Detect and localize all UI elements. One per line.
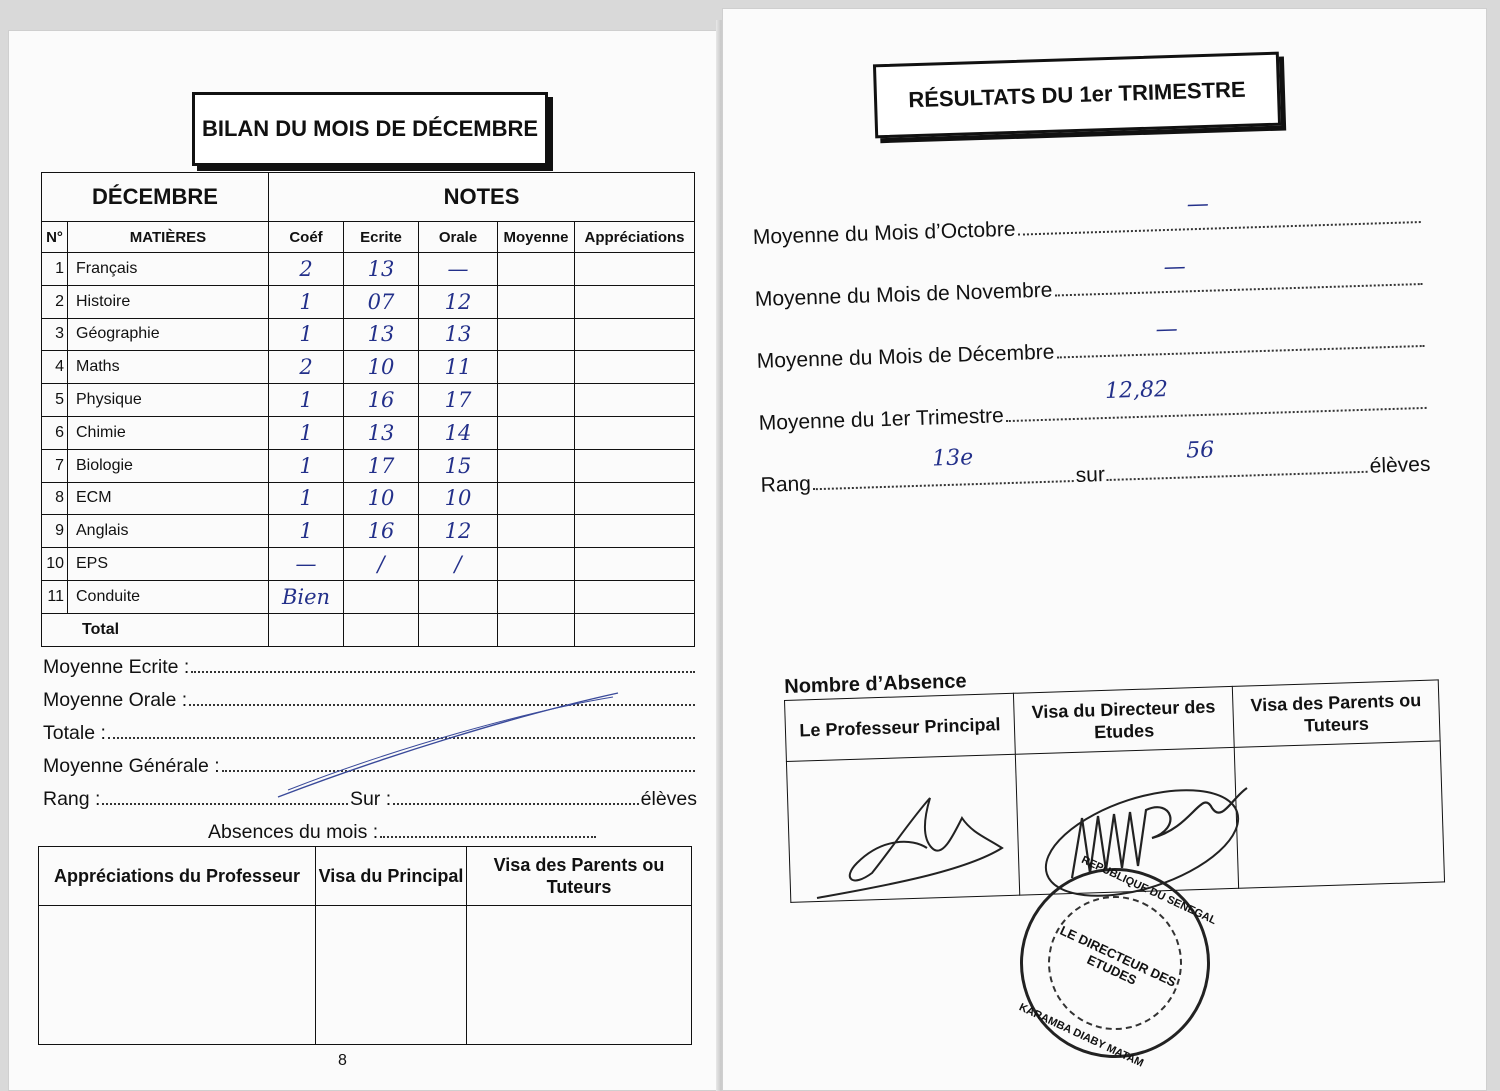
row-moyenne (498, 449, 575, 482)
row-ecrite: 13 (344, 416, 419, 449)
row-appreciation (575, 482, 695, 515)
row-appreciation (575, 416, 695, 449)
rang-trimestre-label: Rang (760, 472, 812, 497)
row-coef: Bien (269, 580, 344, 613)
totale-label: Totale : (43, 722, 106, 744)
table-row (42, 384, 695, 417)
row-appreciation (575, 548, 695, 581)
moy-trimestre-line (758, 377, 1428, 436)
notes-rows (42, 253, 695, 614)
rang-trimestre-value: 13e (931, 445, 974, 472)
row-coef: 1 (269, 318, 344, 351)
row-coef: 2 (269, 351, 344, 384)
moy-decembre-line (756, 316, 1426, 374)
visa-parents-left-cell (467, 906, 692, 1045)
row-coef: 1 (269, 285, 344, 318)
row-orale: 15 (419, 449, 498, 482)
row-appreciation (575, 449, 695, 482)
header-prof-principal: Le Professeur Principal (785, 693, 1016, 761)
row-appreciation (575, 253, 695, 286)
row-subject: ECM (68, 482, 269, 515)
moyenne-generale-label: Moyenne Générale : (43, 755, 220, 777)
col-ecrite: Ecrite (344, 222, 419, 253)
table-row (42, 580, 695, 613)
table-row (42, 416, 695, 449)
resultats-title: RÉSULTATS DU 1er TRIMESTRE (873, 52, 1281, 139)
moy-trimestre-value: 12,82 (1104, 377, 1169, 404)
bilan-title: BILAN DU MOIS DE DÉCEMBRE (192, 92, 548, 166)
row-subject: Biologie (68, 449, 269, 482)
moy-decembre-value: — (1155, 316, 1179, 343)
row-orale: 12 (419, 285, 498, 318)
stamp-ring-bottom: KARAMBA DIABY MATAM (1017, 1001, 1146, 1070)
row-ecrite: 17 (344, 449, 419, 482)
row-moyenne (498, 384, 575, 417)
left-page (8, 30, 720, 1091)
row-coef: 1 (269, 449, 344, 482)
prof-signature (812, 778, 1012, 908)
table-row (42, 548, 695, 581)
row-orale: 14 (419, 416, 498, 449)
row-appreciation (575, 580, 695, 613)
row-orale: 12 (419, 515, 498, 548)
moyenne-ecrite-line (43, 656, 697, 679)
row-number: 9 (42, 515, 68, 548)
row-coef: 1 (269, 416, 344, 449)
row-moyenne (498, 515, 575, 548)
row-moyenne (498, 580, 575, 613)
moy-octobre-value: — (1186, 191, 1210, 218)
row-moyenne (498, 253, 575, 286)
row-appreciation (575, 384, 695, 417)
total-label: Total (42, 613, 269, 646)
col-moyenne: Moyenne (498, 222, 575, 253)
row-coef: 1 (269, 384, 344, 417)
header-visa-directeur: Visa du Directeur des Etudes (1013, 686, 1234, 754)
header-visa-parents-right: Visa des Parents ou Tuteurs (1232, 680, 1440, 747)
row-coef: 1 (269, 482, 344, 515)
row-number: 8 (42, 482, 68, 515)
row-orale: 17 (419, 384, 498, 417)
row-subject: Histoire (68, 285, 269, 318)
row-orale: 11 (419, 351, 498, 384)
row-appreciation (575, 351, 695, 384)
moy-octobre-line (752, 191, 1423, 250)
row-number: 10 (42, 548, 68, 581)
row-number: 5 (42, 384, 68, 417)
header-visa-parents-left: Visa des Parents ou Tuteurs (467, 847, 692, 906)
moy-novembre-value: — (1163, 254, 1187, 281)
row-number: 6 (42, 416, 68, 449)
stamp-ring-top: REPUBLIQUE DU SENEGAL (1079, 853, 1219, 928)
row-moyenne (498, 318, 575, 351)
table-row (42, 285, 695, 318)
strike-line (268, 685, 628, 805)
total-row (42, 613, 695, 646)
row-moyenne (498, 351, 575, 384)
table-row (42, 351, 695, 384)
row-coef: — (269, 548, 344, 581)
row-ecrite: 13 (344, 253, 419, 286)
table-row (42, 253, 695, 286)
row-orale: — (419, 253, 498, 286)
row-subject: Anglais (68, 515, 269, 548)
row-moyenne (498, 482, 575, 515)
row-appreciation (575, 285, 695, 318)
right-page (722, 8, 1487, 1091)
row-ecrite: 16 (344, 384, 419, 417)
row-number: 11 (42, 580, 68, 613)
row-coef: 1 (269, 515, 344, 548)
row-ecrite (344, 580, 419, 613)
row-subject: Conduite (68, 580, 269, 613)
row-ecrite: 16 (344, 515, 419, 548)
row-moyenne (498, 416, 575, 449)
stamp-center-text: LE DIRECTEUR DES ETUDES (1057, 922, 1179, 990)
row-number: 4 (42, 351, 68, 384)
trimestre-results (752, 186, 1452, 497)
signature-table-left (38, 846, 692, 1045)
notes-header: NOTES (269, 173, 695, 222)
header-visa-principal: Visa du Principal (316, 847, 467, 906)
row-subject: Chimie (68, 416, 269, 449)
row-subject: Physique (68, 384, 269, 417)
absences-label: Absences du mois : (208, 821, 379, 843)
row-number: 7 (42, 449, 68, 482)
absences-line (208, 821, 598, 844)
eleves-label: élèves (640, 788, 698, 810)
moy-decembre-label: Moyenne du Mois de Décembre (756, 340, 1055, 373)
month-header: DÉCEMBRE (42, 173, 269, 222)
moy-novembre-line (754, 254, 1425, 312)
moy-octobre-label: Moyenne du Mois d’Octobre (752, 217, 1016, 249)
row-orale: / (419, 548, 498, 581)
col-coef: Coéf (269, 222, 344, 253)
row-subject: Géographie (68, 318, 269, 351)
sur-trimestre-label: sur (1075, 463, 1106, 487)
row-subject: Français (68, 253, 269, 286)
table-row (42, 449, 695, 482)
row-coef: 2 (269, 253, 344, 286)
row-moyenne (498, 285, 575, 318)
notes-table (41, 172, 695, 647)
table-row (42, 515, 695, 548)
row-ecrite: 13 (344, 318, 419, 351)
row-orale: 10 (419, 482, 498, 515)
header-appreciations-prof: Appréciations du Professeur (39, 847, 316, 906)
row-ecrite: 10 (344, 482, 419, 515)
row-orale: 13 (419, 318, 498, 351)
row-orale (419, 580, 498, 613)
sur-trimestre-value: 56 (1185, 437, 1215, 464)
row-number: 3 (42, 318, 68, 351)
row-number: 2 (42, 285, 68, 318)
sur-label: Sur : (349, 788, 392, 810)
moy-novembre-label: Moyenne du Mois de Novembre (754, 278, 1053, 311)
visa-principal-cell (316, 906, 467, 1045)
row-subject: Maths (68, 351, 269, 384)
table-row (42, 482, 695, 515)
row-number: 1 (42, 253, 68, 286)
col-subject: MATIÈRES (68, 222, 269, 253)
moy-trimestre-label: Moyenne du 1er Trimestre (758, 404, 1005, 435)
row-subject: EPS (68, 548, 269, 581)
row-moyenne (498, 548, 575, 581)
row-ecrite: 07 (344, 285, 419, 318)
moyenne-ecrite-label: Moyenne Ecrite : (43, 656, 190, 678)
row-ecrite: / (344, 548, 419, 581)
rang-label: Rang : (43, 788, 101, 810)
col-orale: Orale (419, 222, 498, 253)
appreciations-prof-cell (39, 906, 316, 1045)
row-appreciation (575, 318, 695, 351)
col-appreciations: Appréciations (575, 222, 695, 253)
row-ecrite: 10 (344, 351, 419, 384)
absence-label: Nombre d’Absence (784, 670, 967, 698)
moyenne-orale-label: Moyenne Orale : (43, 689, 188, 711)
col-num: N° (42, 222, 68, 253)
eleves-trimestre-label: élèves (1369, 452, 1431, 478)
page-number: 8 (338, 1052, 347, 1069)
rang-trimestre-line (760, 437, 1431, 498)
row-appreciation (575, 515, 695, 548)
table-row (42, 318, 695, 351)
